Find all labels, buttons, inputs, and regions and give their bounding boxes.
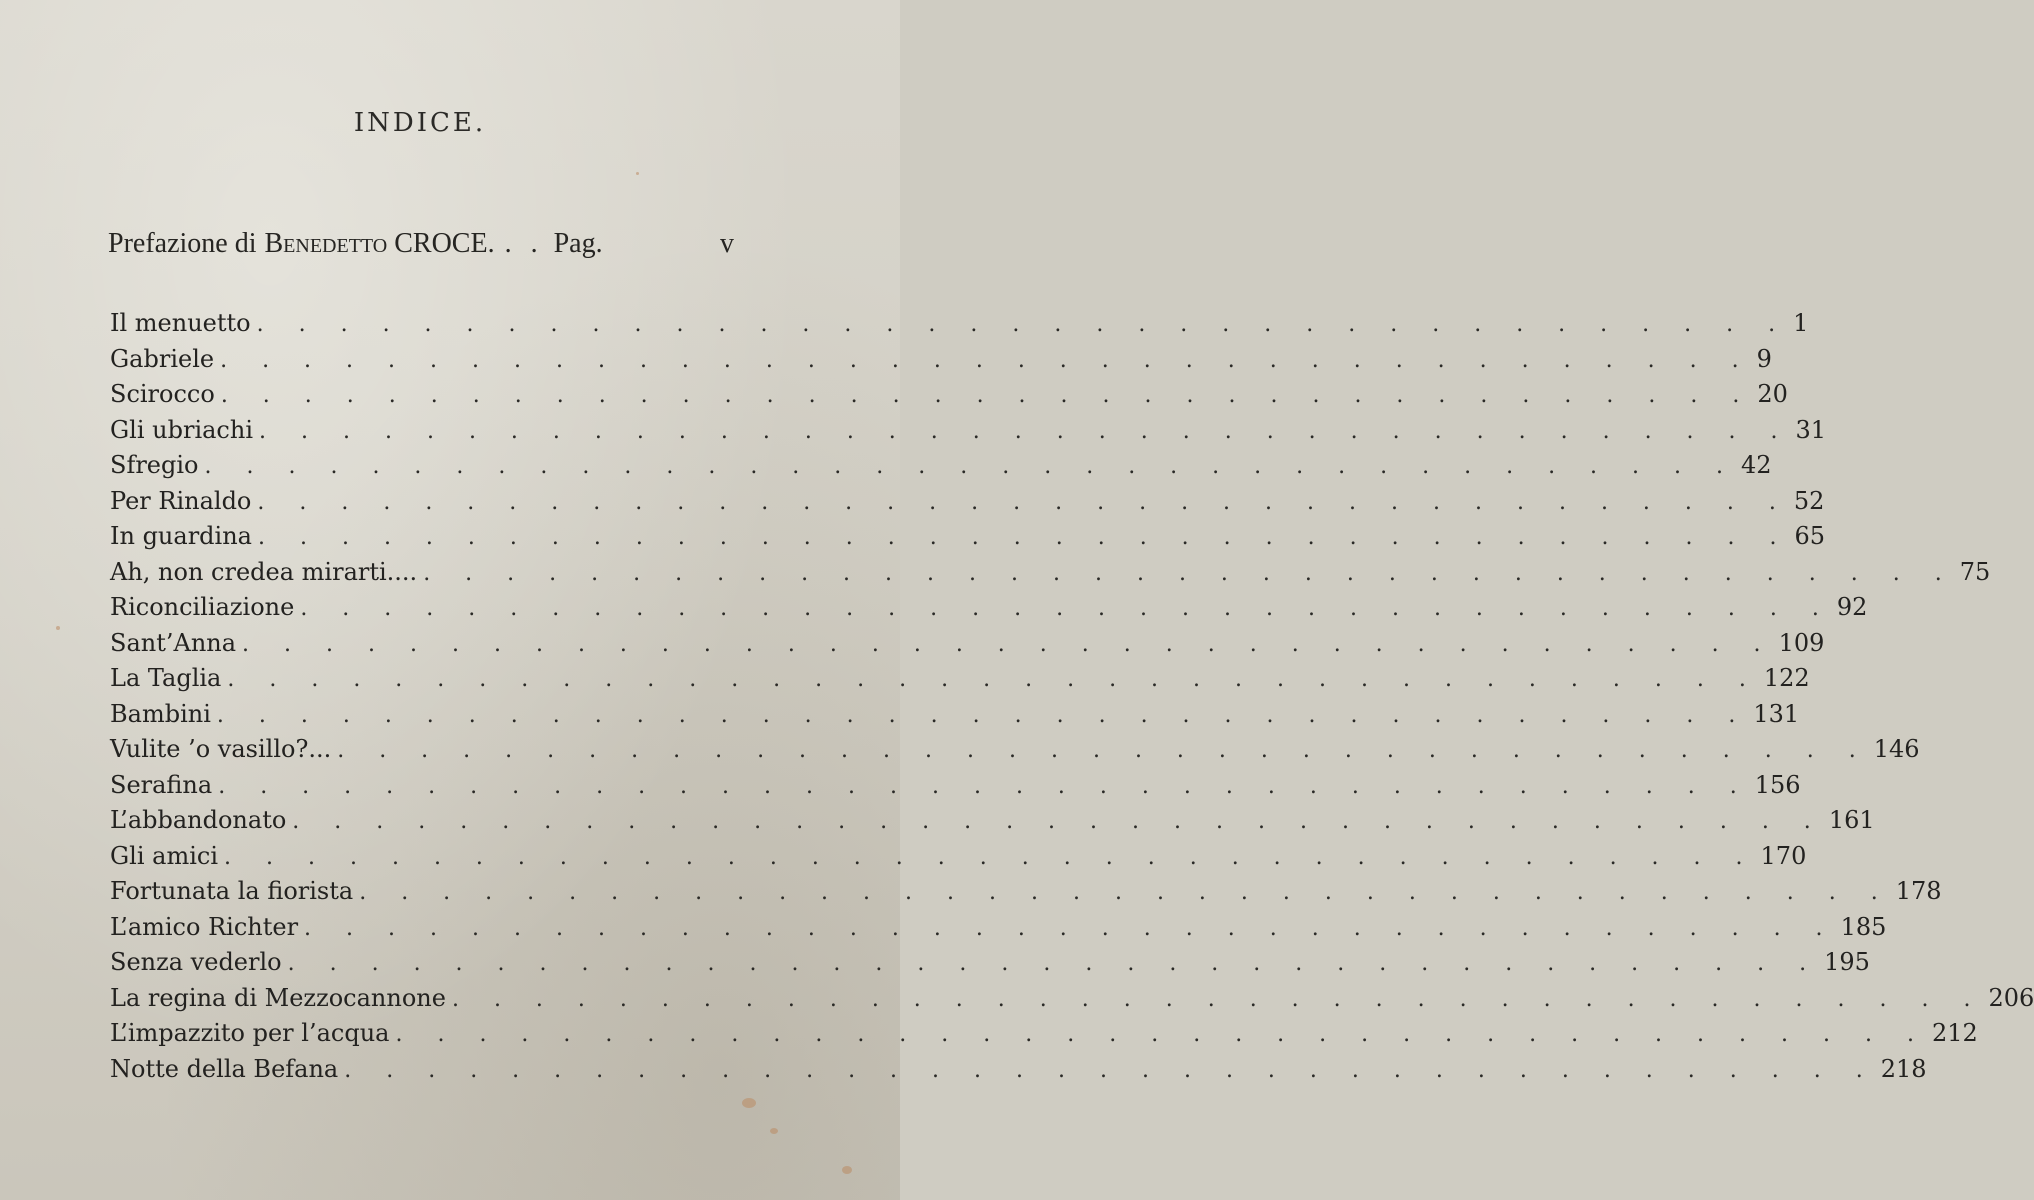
toc-entry-page: 65 [1794,522,1826,550]
preface-label: Prefazione di [108,228,257,259]
dot-leader: . . . . . . . . . . . . . . . . . . . . . . . . . . . . . . . . . . . . . [359,880,1892,905]
preface-page-number: v [720,228,734,259]
toc-entry [110,451,1772,487]
dot-leader: . . . . . . . . . . . . . . . . . . . . . . . . . . . . . . . . . . . . . [423,560,1956,586]
dot-leader: . . . . . . . . . . . . . . . . . . . . . . . . . . . . . . . . . . . . . [395,1022,1928,1047]
toc-entry [110,1019,1978,1055]
toc-entry [110,806,1875,842]
dot-leader: . . . . . . . . . . . . . . . . . . . . . . . . . . . . . . . . . . . . . [224,844,1757,870]
dot-leader: . . . . . . . . . . . . . . . . . . . . . . . . . . . . . . . . . . . . . [216,702,1750,728]
toc-entry-title: Bambini [110,699,211,728]
toc-entry [110,309,1809,345]
toc-entry-title: Gli amici [110,841,219,870]
dot-leader: . . . . . . . . . . . . . . . . . . . . . . . . . . . . . . . . . . . . . [259,418,1792,444]
toc-entry-page: 109 [1778,628,1825,657]
toc-entry-title: Senza vederlo [110,948,282,976]
toc-entry-title: Gli ubriachi [110,415,254,444]
dot-leader: . . . . . . . . . . . . . . . . . . . . . . . . . . . . . . . . . . . . . [242,631,1775,657]
toc-entry [110,770,1801,807]
toc-entry-page: 92 [1836,593,1868,621]
toc-entry [110,1054,1927,1091]
toc-entry [110,522,1826,558]
toc-entry [110,983,2034,1020]
toc-entry [110,699,1800,736]
toc-entry [110,344,1772,381]
preface-entry [108,228,734,260]
paper-speck [842,1166,852,1174]
toc-entry-page: 131 [1753,699,1800,728]
toc-entry [110,557,1991,594]
preface-author: Benedetto CROCE. [264,228,495,259]
toc-entry-page: 146 [1873,735,1920,763]
toc-entry-page: 195 [1824,948,1870,976]
toc-entry [110,877,1942,913]
dot-leader: . . . . . . . . . . . . . . . . . . . . . . . . . . . . . . . . . . . . . [304,915,1837,941]
dot-leader: . . . . . . . . . . . . . . . . . . . . . . . . . . . . . . . . . . . . . [227,667,1760,692]
toc-entry-page: 178 [1895,877,1942,905]
dot-leader: . . . . . . . . . . . . . . . . . . . . . . . . . . . . . . . . . . . . . [220,383,1754,408]
toc-entry-page: 42 [1741,451,1772,479]
toc-entry-page: 9 [1756,344,1772,373]
dot-leader: . . . . . . . . . . . . . . . . . . . . . . . . . . . . . . . . . . . . . [256,312,1790,337]
dot-leader: . . . . . . . . . . . . . . . . . . . . . . . . . . . . . . . . . . . . . [337,738,1870,763]
toc-entry-page: 161 [1828,806,1875,834]
toc-entry [110,415,1827,452]
toc-entry-page: 185 [1840,912,1887,941]
toc-entry [110,664,1810,700]
preface-pag-label: Pag. [553,228,603,259]
dot-leader: . . . . . . . . . . . . . . . . . . . . . . . . . . . . . . . . . . . . . [300,596,1833,621]
toc-entry-title: La regina di Mezzocannone [110,983,446,1012]
table-of-contents [110,309,2034,1090]
toc-entry [110,486,1825,523]
toc-entry-page: 31 [1795,415,1827,444]
paper-speck [742,1098,756,1108]
toc-entry-title: Vulite ’o vasillo?... [110,735,332,763]
dot-leader: . . . . . . . . . . . . . . . . . . . . . . . . . . . . . . . . . . . . . [257,489,1790,515]
toc-entry-title: In guardina [110,522,252,550]
toc-entry-page: 170 [1760,841,1807,870]
paper-speck [56,626,60,630]
paper-speck [770,1128,778,1134]
toc-entry [110,593,1868,629]
toc-entry-title: Per Rinaldo [110,486,252,515]
toc-entry-page: 52 [1793,486,1825,515]
toc-entry-title: Serafina [110,770,213,799]
dot-leader: . . . . . . . . . . . . . . . . . . . . . . . . . . . . . . . . . . . . . [451,986,1985,1012]
toc-entry-title: Scirocco [110,380,215,408]
toc-entry [110,380,1788,416]
toc-entry-title: Riconciliazione [110,593,295,621]
toc-entry-title: La Taglia [110,664,222,692]
toc-entry-title: Sant’Anna [110,628,237,657]
toc-entry [110,912,1887,949]
dot-leader: . . . . . . . . . . . . . . . . . . . . . . . . . . . . . . . . . . . . . [344,1057,1877,1083]
toc-entry-title: Il menuetto [110,309,251,337]
dot-leader: . . . . . . . . . . . . . . . . . . . . . . . . . . . . . . . . . . . . . [287,951,1821,976]
toc-entry-page: 20 [1757,380,1788,408]
toc-entry-page: 156 [1754,770,1801,799]
toc-entry-title: Gabriele [110,344,215,373]
dot-leader: . . . . . . . . . . . . . . . . . . . . . . . . . . . . . . . . . . . . . [204,454,1738,479]
toc-entry-title: Fortunata la fiorista [110,877,354,905]
toc-entry-page: 212 [1931,1019,1978,1047]
preface-dots: . . [504,228,544,259]
toc-entry [110,735,1920,771]
toc-entry-page: 122 [1763,664,1810,692]
toc-entry-page: 218 [1880,1054,1927,1083]
toc-entry [110,948,1870,984]
toc-entry [110,628,1825,665]
toc-entry-title: Sfregio [110,451,199,479]
toc-entry-page: 1 [1793,309,1809,337]
dot-leader: . . . . . . . . . . . . . . . . . . . . . . . . . . . . . . . . . . . . . [292,809,1825,834]
paper-speck [636,172,639,175]
toc-entry-title: L’abbandonato [110,806,287,834]
toc-entry-page: 75 [1959,557,1991,586]
dot-leader: . . . . . . . . . . . . . . . . . . . . . . . . . . . . . . . . . . . . . [220,347,1753,373]
dot-leader: . . . . . . . . . . . . . . . . . . . . . . . . . . . . . . . . . . . . . [257,525,1791,550]
toc-entry [110,841,1807,878]
toc-entry-title: Notte della Befana [110,1054,339,1083]
toc-entry-page: 206 [1988,983,2034,1012]
toc-entry-title: Ah, non credea mirarti.... [110,557,418,586]
toc-entry-title: L’amico Richter [110,912,299,941]
page-title: INDICE. [353,108,487,138]
dot-leader: . . . . . . . . . . . . . . . . . . . . . . . . . . . . . . . . . . . . . [218,773,1751,799]
toc-entry-title: L’impazzito per l’acqua [110,1019,390,1047]
